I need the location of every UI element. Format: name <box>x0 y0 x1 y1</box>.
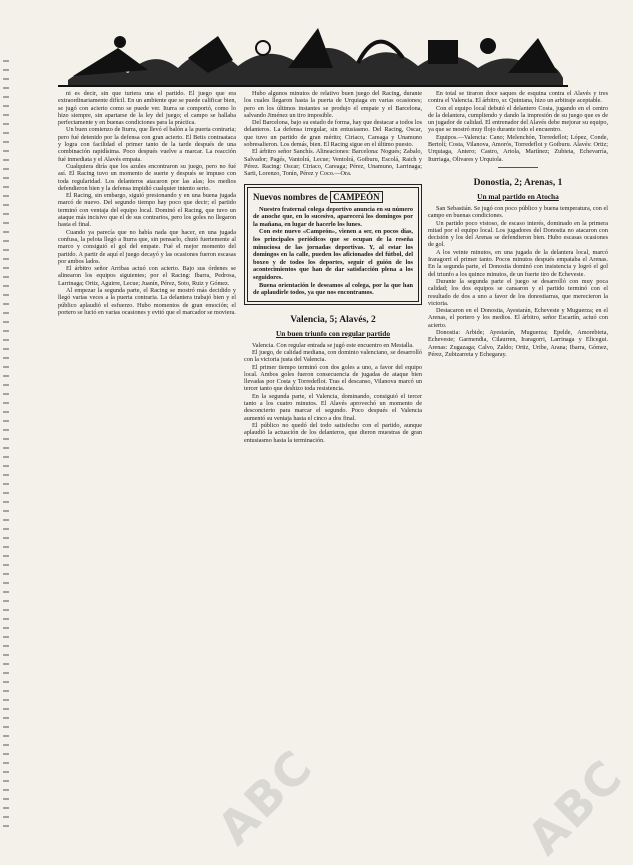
paragraph: El árbitro señor Sanchís. Alineaciones: Barcelona: Nogués; Zabalo, Salvador; Pagés, Vantolrá, Lecue; Ventolrá, Goiburu, Escolá, Raich y Pérez. Racing: Oscar; Ciriaco, Careaga; Pérez, Unamuno, Larrinaga; Sarti, Lorenzo, Tonín, Pérez y Coco.—Ora. <box>244 148 422 178</box>
announcement-title-text: Nuevos nombres de <box>253 191 328 202</box>
paragraph: Con el equipo local debutó el delantero Costa, jugando en el centro de la delantera, cumpliendo y dando la impresión de su juego que es de un jugador de calidad. El entrenador del Alavés debe mejorar su equipo, ya que se mostró muy flojo durante todo el encuentro. <box>428 104 608 134</box>
paragraph: A los veinte minutos, en una jugada de la delantera local, marcó Iraragorri el primer tanto. Pocos minutos después empataba el Arenas. En la segunda parte, el Donostia dominó con insistencia y logró el gol del triunfo a los quince minutos, de un fuerte tiro de Echeveste. <box>428 248 608 278</box>
column-1 <box>58 90 236 838</box>
column-3 <box>428 90 608 838</box>
paragraph: El Racing, sin embargo, siguió presionando y en una buena jugada marcó de nuevo. Del segundo tiempo hay poco que decir; el partido terminó con ventaja del equipo local. Dominó el Racing, que tuvo un ataque más incisivo que el de sus contrarios, pero los goles no llegaron hasta el final. <box>58 192 236 229</box>
paragraph: Destacaron en el Donostia, Ayestarán, Echeveste y Muguerza; en el Arenas, el portero y los medios. El árbitro, señor Escartín, actuó con acierto. <box>428 307 608 329</box>
campeon-logo-text: CAMPEÓN <box>330 191 383 203</box>
announcement-title <box>253 192 413 203</box>
announcement-paragraph: Buena orientación le deseamos al colega, por la que han de aplaudirle todos, ya que nos encontramos. <box>253 281 413 297</box>
paragraph: Equipos.—Valencia: Cano; Melenchón, Torredeflot; López, Conde, Bertolí; Costa, Vilanova, Amorós, Torredeflot y Goiburu. Alavés: Ortiz; Urquiaga, Antero; Castro, Artola, Martínez; Zubieta, Echevarría, Iturriaga, Olivares y Urquiola. <box>428 133 608 163</box>
paragraph: Un partido poco vistoso, de escaso interés, dominado en la primera mitad por el equipo local. Los jugadores del Donostia no atacaron con decisión y los del Arenas se defendieron bien. Hubo escasas ocasiones de gol. <box>428 219 608 249</box>
headline-donostia-arenas: Donostia, 2; Arenas, 1 <box>473 177 563 188</box>
paragraph: San Sebastián. Se jugó con poco público y buena temperatura, con el campo en buenas condiciones. <box>428 204 608 220</box>
watermark-stamp: ABC <box>207 738 324 856</box>
paragraph: El árbitro señor Arribas actuó con acierto. Bajo sus órdenes se alinearon los equipos siguientes; por el Racing: Ibarra, Pedrosa, Larrinaga; Ortiz, Aguirre, Lecue; Juanín, Pérez, Soto, Ruiz y Gómez. <box>58 265 236 287</box>
subheadline-valencia: Un buen triunfo con regular partido <box>275 328 391 338</box>
subheadline-donostia: Un mal partido en Atocha <box>477 191 559 201</box>
announcement-box <box>247 187 419 302</box>
binding-margin <box>3 60 9 830</box>
announcement-paragraph: Con este nuevo «Campeón», vienen a ser, en pocos días, los principales periódicos que se ocupan de la reseña minuciosa de las jornadas deportivas. Y, al estar los domingos en la calle, pueden los aficionados del fútbol, del boxeo y de todos los deportes, seguir el guión de los acontecimientos que han de dar satisfacción plena a los seguidores. <box>253 228 413 281</box>
paragraph: Hubo algunos minutos de relativo buen juego del Racing, durante los cuales llegaron hasta la puerta de Urquiaga en varias ocasiones; pero en los últimos instantes se produjo el empate y el Barcelona, salvando Jiménez un tiro imposible. <box>244 90 422 119</box>
paragraph: Donostia: Arbide; Ayestarán, Muguerza; Epelde, Amorebieta, Echeveste; Garmendia, Cilaurren, Iraragorri, Larrinaga y Elicegui. Arenas: Zugazaga; Calvo, Zaldo; Ortiz, Uribe, Arana; Ibarra, Gómez, Pérez, Zubizarreta y Echegaray. <box>428 329 608 358</box>
announcement-paragraph: Nuestro fraternal colega deportivo anuncia en su número de anoche que, en lo sucesivo, aparecerá los domingos por la mañana, en lugar de hacerlo los lunes. <box>253 205 413 228</box>
paragraph: Del Barcelona, bajo su estado de forma, hay que destacar a todos los delanteros. La defensa irregular, sin entusiasmo. Del Racing, Oscar, que tuvo un partido de gran mérito; Ciriaco, Careaga y Unamuno sobresalieron. Los demás, bien. El Racing sigue en el último puesto. <box>244 119 422 149</box>
column-2 <box>244 90 422 838</box>
paragraph: El primer tiempo terminó con dos goles a uno, a favor del equipo local. Ambos goles fueron consecuencia de jugadas de ataque bien llevadas por Costa y Torredeflot. Tras el descanso, Vilanova marcó un tercer tanto que deshizo toda resistencia. <box>244 363 422 393</box>
headline-valencia-alaves: Valencia, 5; Alavés, 2 <box>290 314 376 325</box>
paragraph: En la segunda parte, el Valencia, dominando, consiguió el tercer tanto a los cuatro minutos. El Alavés aprovechó un momento de desconcierto para marcar el segundo. Poco después el Valencia aumentó su ventaja hasta el cinco a dos final. <box>244 392 422 422</box>
paragraph: Valencia. Con regular entrada se jugó este encuentro en Mestalla. <box>252 341 414 349</box>
paragraph: Durante la segunda parte el juego se desarrolló con muy poca calidad; los dos equipos se cansaron y el partido terminó con el resultado de dos a uno a favor de los donostiarras, que merecieron la victoria. <box>428 277 608 307</box>
watermark-stamp: ABC <box>517 748 633 865</box>
paragraph: En total se tiraron doce saques de esquina contra el Alavés y tres contra el Valencia. El árbitro, sr. Quintana, hizo un arbitraje aceptable. <box>428 90 608 105</box>
paragraph: Cualquiera diría que los azules encontraron su juego, pero no fué así. El Racing tuvo un momento de suerte y después se impuso con toda regularidad. Los delanteros atacaron por las alas; los medios defendieron bien y la defensa impidió cualquier intento serio. <box>58 162 236 192</box>
paragraph: Al empezar la segunda parte, el Racing se mostró más decidido y llegó varias veces a la puerta contraria. La delantera trabajó bien y el público aplaudió el esfuerzo. Hubo momentos de gran emoción; el portero se lució en varias ocasiones y evitó que el marcador se moviera. <box>58 287 236 316</box>
announcement-box-frame <box>244 184 422 305</box>
paragraph: El juego, de calidad mediana, con dominio valenciano, se desarrolló con la victoria justa del Valencia. <box>244 348 422 364</box>
divider <box>498 167 538 168</box>
paragraph: El público no quedó del todo satisfecho con el partido, aunque aplaudió la actuación de los delanteros, que dieron muestras de gran entusiasmo hasta la terminación. <box>244 421 422 444</box>
paragraph: Cuando ya parecía que no había nada que hacer, en una jugada confusa, la pelota llegó a Iturra que, sin pensarlo, chutó fuertemente al marco y consiguió el gol del empate. Fué el mejor momento del partido. A partir de aquí el juego decayó y las ocasiones fueron escasas por ambos lados. <box>58 228 236 265</box>
sports-banner-illustration <box>58 18 568 88</box>
paragraph: Un buen comienzo de Iturra, que llevó el balón a la puerta contraria; pero fué detenido por la defensa con gran acierto. El Betis contraataca y logra con facilidad el primer tanto de la tarde después de una combinación rapidísima. Poco después vuelve a marcar. La reacción fué inmediata y el Alavés empata. <box>58 126 236 163</box>
paragraph: ni es decir, sin que turiera una el partido. El juego que era extraordinariamente difícil. En un ambiente que se puede calificar bien, se jugó con acierto como se puede ver. Iturra se comportó, como lo hizo siempre, sin apartarse de la ley del juego; el campo se hallaba perfectamente y en buenas condiciones para la práctica. <box>58 90 236 127</box>
